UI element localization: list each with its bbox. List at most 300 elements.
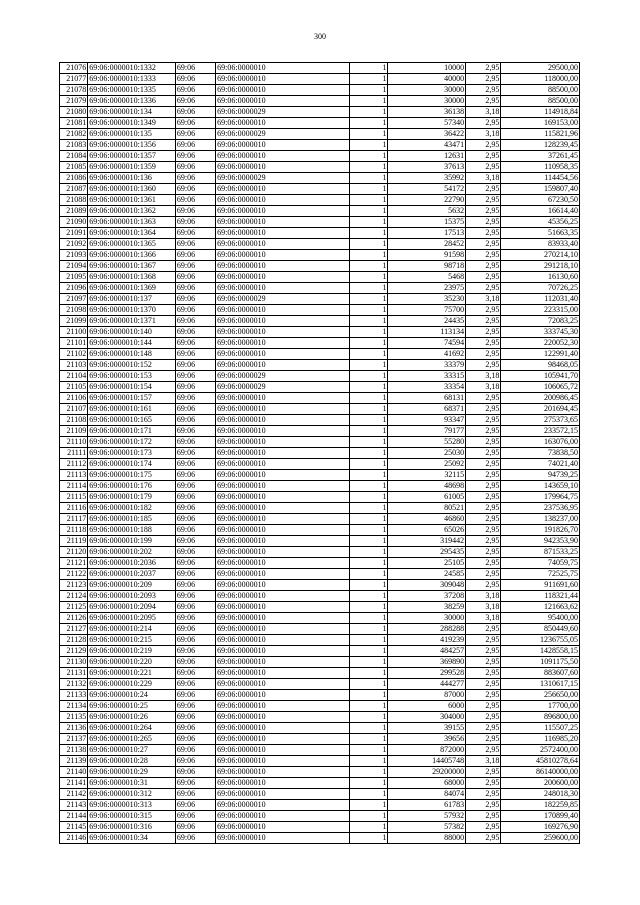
cadastral-block-cell: 69:06:0000010 [216, 217, 350, 228]
value-cell: 1428558,15 [501, 646, 580, 657]
district-code-cell: 69:06 [175, 767, 215, 778]
area-cell: 39656 [388, 734, 466, 745]
cadastral-number-cell: 69:06:0000010:1368 [88, 272, 176, 283]
area-cell: 24435 [388, 316, 466, 327]
cadastral-block-cell: 69:06:0000010 [216, 580, 350, 591]
row-number-cell: 21142 [60, 789, 88, 800]
cadastral-block-cell: 69:06:0000010 [216, 701, 350, 712]
district-code-cell: 69:06 [175, 690, 215, 701]
table-row [60, 778, 580, 789]
cadastral-block-cell: 69:06:0000010 [216, 404, 350, 415]
value-cell: 1091175,50 [501, 657, 580, 668]
cadastral-block-cell: 69:06:0000010 [216, 679, 350, 690]
row-number-cell: 21101 [60, 338, 88, 349]
table-row [60, 228, 580, 239]
cadastral-number-cell: 69:06:0000010:1365 [88, 239, 176, 250]
table-row [60, 283, 580, 294]
area-cell: 30000 [388, 96, 466, 107]
area-cell: 33315 [388, 371, 466, 382]
value-cell: 883607,60 [501, 668, 580, 679]
cadastral-number-cell: 69:06:0000010:315 [88, 811, 176, 822]
area-cell: 33354 [388, 382, 466, 393]
row-number-cell: 21130 [60, 657, 88, 668]
rate-cell: 2,95 [466, 217, 501, 228]
value-cell: 169153,00 [501, 118, 580, 129]
count-cell: 1 [350, 536, 388, 547]
table-row [60, 393, 580, 404]
count-cell: 1 [350, 756, 388, 767]
row-number-cell: 21127 [60, 624, 88, 635]
table-row [60, 404, 580, 415]
count-cell: 1 [350, 668, 388, 679]
count-cell: 1 [350, 140, 388, 151]
district-code-cell: 69:06 [175, 547, 215, 558]
cadastral-number-cell: 69:06:0000010:140 [88, 327, 176, 338]
count-cell: 1 [350, 261, 388, 272]
table-row [60, 118, 580, 129]
table-row [60, 206, 580, 217]
area-cell: 33379 [388, 360, 466, 371]
table-row [60, 525, 580, 536]
district-code-cell: 69:06 [175, 646, 215, 657]
area-cell: 30000 [388, 613, 466, 624]
value-cell: 248018,30 [501, 789, 580, 800]
registry-table-body [60, 63, 580, 844]
count-cell: 1 [350, 283, 388, 294]
count-cell: 1 [350, 151, 388, 162]
district-code-cell: 69:06 [175, 569, 215, 580]
cadastral-block-cell: 69:06:0000010 [216, 349, 350, 360]
row-number-cell: 21137 [60, 734, 88, 745]
row-number-cell: 21112 [60, 459, 88, 470]
cadastral-block-cell: 69:06:0000010 [216, 690, 350, 701]
area-cell: 54172 [388, 184, 466, 195]
row-number-cell: 21100 [60, 327, 88, 338]
rate-cell: 2,95 [466, 514, 501, 525]
row-number-cell: 21135 [60, 712, 88, 723]
count-cell: 1 [350, 690, 388, 701]
row-number-cell: 21091 [60, 228, 88, 239]
table-row [60, 140, 580, 151]
rate-cell: 3,18 [466, 613, 501, 624]
cadastral-block-cell: 69:06:0000029 [216, 371, 350, 382]
rate-cell: 2,95 [466, 448, 501, 459]
rate-cell: 2,95 [466, 569, 501, 580]
cadastral-number-cell: 69:06:0000010:1357 [88, 151, 176, 162]
area-cell: 75700 [388, 305, 466, 316]
count-cell: 1 [350, 382, 388, 393]
cadastral-block-cell: 69:06:0000010 [216, 591, 350, 602]
district-code-cell: 69:06 [175, 206, 215, 217]
count-cell: 1 [350, 404, 388, 415]
count-cell: 1 [350, 558, 388, 569]
rate-cell: 2,95 [466, 558, 501, 569]
row-number-cell: 21139 [60, 756, 88, 767]
area-cell: 43471 [388, 140, 466, 151]
cadastral-block-cell: 69:06:0000029 [216, 294, 350, 305]
district-code-cell: 69:06 [175, 558, 215, 569]
value-cell: 83933,40 [501, 239, 580, 250]
cadastral-block-cell: 69:06:0000010 [216, 624, 350, 635]
district-code-cell: 69:06 [175, 338, 215, 349]
cadastral-number-cell: 69:06:0000010:29 [88, 767, 176, 778]
count-cell: 1 [350, 833, 388, 844]
row-number-cell: 21106 [60, 393, 88, 404]
row-number-cell: 21097 [60, 294, 88, 305]
cadastral-number-cell: 69:06:0000010:209 [88, 580, 176, 591]
cadastral-number-cell: 69:06:0000010:1371 [88, 316, 176, 327]
value-cell: 2572400,00 [501, 745, 580, 756]
cadastral-block-cell: 69:06:0000010 [216, 789, 350, 800]
row-number-cell: 21121 [60, 558, 88, 569]
table-row [60, 107, 580, 118]
value-cell: 200986,45 [501, 393, 580, 404]
cadastral-number-cell: 69:06:0000010:1333 [88, 74, 176, 85]
table-row [60, 481, 580, 492]
district-code-cell: 69:06 [175, 503, 215, 514]
count-cell: 1 [350, 228, 388, 239]
rate-cell: 2,95 [466, 349, 501, 360]
rate-cell: 2,95 [466, 140, 501, 151]
row-number-cell: 21140 [60, 767, 88, 778]
count-cell: 1 [350, 602, 388, 613]
cadastral-number-cell: 69:06:0000010:173 [88, 448, 176, 459]
cadastral-number-cell: 69:06:0000010:215 [88, 635, 176, 646]
rate-cell: 2,95 [466, 723, 501, 734]
count-cell: 1 [350, 162, 388, 173]
district-code-cell: 69:06 [175, 327, 215, 338]
value-cell: 112031,40 [501, 294, 580, 305]
cadastral-number-cell: 69:06:0000010:175 [88, 470, 176, 481]
district-code-cell: 69:06 [175, 118, 215, 129]
area-cell: 46860 [388, 514, 466, 525]
rate-cell: 2,95 [466, 701, 501, 712]
cadastral-number-cell: 69:06:0000010:2095 [88, 613, 176, 624]
cadastral-number-cell: 69:06:0000010:176 [88, 481, 176, 492]
table-row [60, 657, 580, 668]
table-row [60, 712, 580, 723]
area-cell: 68000 [388, 778, 466, 789]
table-row [60, 437, 580, 448]
value-cell: 45810278,64 [501, 756, 580, 767]
table-row [60, 613, 580, 624]
rate-cell: 2,95 [466, 822, 501, 833]
table-row [60, 382, 580, 393]
area-cell: 369890 [388, 657, 466, 668]
value-cell: 1310617,15 [501, 679, 580, 690]
cadastral-number-cell: 69:06:0000010:137 [88, 294, 176, 305]
rate-cell: 2,95 [466, 668, 501, 679]
table-row [60, 591, 580, 602]
cadastral-number-cell: 69:06:0000010:152 [88, 360, 176, 371]
count-cell: 1 [350, 767, 388, 778]
count-cell: 1 [350, 360, 388, 371]
cadastral-number-cell: 69:06:0000010:31 [88, 778, 176, 789]
rate-cell: 2,95 [466, 833, 501, 844]
cadastral-number-cell: 69:06:0000010:1349 [88, 118, 176, 129]
cadastral-block-cell: 69:06:0000010 [216, 503, 350, 514]
row-number-cell: 21105 [60, 382, 88, 393]
district-code-cell: 69:06 [175, 448, 215, 459]
value-cell: 223315,00 [501, 305, 580, 316]
count-cell: 1 [350, 74, 388, 85]
row-number-cell: 21080 [60, 107, 88, 118]
row-number-cell: 21113 [60, 470, 88, 481]
area-cell: 40000 [388, 74, 466, 85]
row-number-cell: 21093 [60, 250, 88, 261]
area-cell: 68371 [388, 404, 466, 415]
cadastral-block-cell: 69:06:0000010 [216, 547, 350, 558]
district-code-cell: 69:06 [175, 668, 215, 679]
row-number-cell: 21076 [60, 63, 88, 74]
cadastral-number-cell: 69:06:0000010:153 [88, 371, 176, 382]
cadastral-block-cell: 69:06:0000010 [216, 360, 350, 371]
district-code-cell: 69:06 [175, 63, 215, 74]
district-code-cell: 69:06 [175, 151, 215, 162]
cadastral-number-cell: 69:06:0000010:134 [88, 107, 176, 118]
table-row [60, 85, 580, 96]
rate-cell: 2,95 [466, 580, 501, 591]
count-cell: 1 [350, 327, 388, 338]
cadastral-block-cell: 69:06:0000010 [216, 426, 350, 437]
cadastral-number-cell: 69:06:0000010:220 [88, 657, 176, 668]
count-cell: 1 [350, 129, 388, 140]
cadastral-block-cell: 69:06:0000010 [216, 195, 350, 206]
cadastral-block-cell: 69:06:0000010 [216, 239, 350, 250]
district-code-cell: 69:06 [175, 580, 215, 591]
area-cell: 444277 [388, 679, 466, 690]
row-number-cell: 21123 [60, 580, 88, 591]
rate-cell: 2,95 [466, 206, 501, 217]
table-row [60, 459, 580, 470]
cadastral-block-cell: 69:06:0000010 [216, 459, 350, 470]
value-cell: 237536,95 [501, 503, 580, 514]
row-number-cell: 21084 [60, 151, 88, 162]
rate-cell: 2,95 [466, 85, 501, 96]
count-cell: 1 [350, 822, 388, 833]
rate-cell: 2,95 [466, 162, 501, 173]
table-row [60, 316, 580, 327]
cadastral-number-cell: 69:06:0000010:25 [88, 701, 176, 712]
district-code-cell: 69:06 [175, 107, 215, 118]
district-code-cell: 69:06 [175, 657, 215, 668]
district-code-cell: 69:06 [175, 239, 215, 250]
count-cell: 1 [350, 393, 388, 404]
row-number-cell: 21104 [60, 371, 88, 382]
count-cell: 1 [350, 371, 388, 382]
row-number-cell: 21107 [60, 404, 88, 415]
district-code-cell: 69:06 [175, 624, 215, 635]
table-row [60, 833, 580, 844]
cadastral-block-cell: 69:06:0000010 [216, 206, 350, 217]
rate-cell: 2,95 [466, 118, 501, 129]
table-row [60, 184, 580, 195]
row-number-cell: 21133 [60, 690, 88, 701]
district-code-cell: 69:06 [175, 217, 215, 228]
cadastral-number-cell: 69:06:0000010:221 [88, 668, 176, 679]
area-cell: 68131 [388, 393, 466, 404]
area-cell: 25105 [388, 558, 466, 569]
value-cell: 233572,15 [501, 426, 580, 437]
count-cell: 1 [350, 811, 388, 822]
value-cell: 51663,35 [501, 228, 580, 239]
value-cell: 115507,25 [501, 723, 580, 734]
district-code-cell: 69:06 [175, 272, 215, 283]
row-number-cell: 21110 [60, 437, 88, 448]
area-cell: 22790 [388, 195, 466, 206]
rate-cell: 2,95 [466, 547, 501, 558]
area-cell: 41692 [388, 349, 466, 360]
row-number-cell: 21089 [60, 206, 88, 217]
district-code-cell: 69:06 [175, 415, 215, 426]
cadastral-block-cell: 69:06:0000010 [216, 767, 350, 778]
area-cell: 299528 [388, 668, 466, 679]
rate-cell: 2,95 [466, 624, 501, 635]
value-cell: 114454,56 [501, 173, 580, 184]
count-cell: 1 [350, 492, 388, 503]
cadastral-number-cell: 69:06:0000010:24 [88, 690, 176, 701]
value-cell: 29500,00 [501, 63, 580, 74]
cadastral-block-cell: 69:06:0000010 [216, 162, 350, 173]
area-cell: 319442 [388, 536, 466, 547]
cadastral-number-cell: 69:06:0000010:2094 [88, 602, 176, 613]
count-cell: 1 [350, 679, 388, 690]
area-cell: 91598 [388, 250, 466, 261]
district-code-cell: 69:06 [175, 129, 215, 140]
district-code-cell: 69:06 [175, 173, 215, 184]
table-row [60, 294, 580, 305]
value-cell: 911691,60 [501, 580, 580, 591]
value-cell: 220052,30 [501, 338, 580, 349]
count-cell: 1 [350, 624, 388, 635]
row-number-cell: 21136 [60, 723, 88, 734]
cadastral-number-cell: 69:06:0000010:26 [88, 712, 176, 723]
table-row [60, 250, 580, 261]
district-code-cell: 69:06 [175, 404, 215, 415]
value-cell: 200600,00 [501, 778, 580, 789]
area-cell: 61005 [388, 492, 466, 503]
count-cell: 1 [350, 635, 388, 646]
cadastral-block-cell: 69:06:0000010 [216, 822, 350, 833]
cadastral-number-cell: 69:06:0000010:1356 [88, 140, 176, 151]
district-code-cell: 69:06 [175, 305, 215, 316]
area-cell: 6000 [388, 701, 466, 712]
area-cell: 88000 [388, 833, 466, 844]
row-number-cell: 21103 [60, 360, 88, 371]
district-code-cell: 69:06 [175, 283, 215, 294]
cadastral-number-cell: 69:06:0000010:1335 [88, 85, 176, 96]
count-cell: 1 [350, 723, 388, 734]
rate-cell: 2,95 [466, 327, 501, 338]
area-cell: 12631 [388, 151, 466, 162]
value-cell: 70726,25 [501, 283, 580, 294]
value-cell: 37261,45 [501, 151, 580, 162]
area-cell: 57382 [388, 822, 466, 833]
value-cell: 121663,62 [501, 602, 580, 613]
area-cell: 48698 [388, 481, 466, 492]
value-cell: 259600,00 [501, 833, 580, 844]
value-cell: 116985,20 [501, 734, 580, 745]
value-cell: 333745,30 [501, 327, 580, 338]
area-cell: 38259 [388, 602, 466, 613]
district-code-cell: 69:06 [175, 822, 215, 833]
rate-cell: 2,95 [466, 426, 501, 437]
cadastral-number-cell: 69:06:0000010:1359 [88, 162, 176, 173]
area-cell: 35992 [388, 173, 466, 184]
cadastral-block-cell: 69:06:0000010 [216, 811, 350, 822]
cadastral-number-cell: 69:06:0000010:229 [88, 679, 176, 690]
value-cell: 88500,00 [501, 85, 580, 96]
rate-cell: 3,18 [466, 107, 501, 118]
row-number-cell: 21134 [60, 701, 88, 712]
value-cell: 179964,75 [501, 492, 580, 503]
value-cell: 16614,40 [501, 206, 580, 217]
table-row [60, 646, 580, 657]
row-number-cell: 21126 [60, 613, 88, 624]
rate-cell: 2,95 [466, 679, 501, 690]
row-number-cell: 21144 [60, 811, 88, 822]
rate-cell: 2,95 [466, 261, 501, 272]
count-cell: 1 [350, 272, 388, 283]
table-row [60, 426, 580, 437]
value-cell: 74059,75 [501, 558, 580, 569]
count-cell: 1 [350, 712, 388, 723]
cadastral-block-cell: 69:06:0000010 [216, 723, 350, 734]
district-code-cell: 69:06 [175, 679, 215, 690]
value-cell: 45356,25 [501, 217, 580, 228]
value-cell: 128239,45 [501, 140, 580, 151]
cadastral-block-cell: 69:06:0000029 [216, 107, 350, 118]
row-number-cell: 21099 [60, 316, 88, 327]
table-row [60, 569, 580, 580]
value-cell: 73838,50 [501, 448, 580, 459]
rate-cell: 2,95 [466, 437, 501, 448]
count-cell: 1 [350, 569, 388, 580]
area-cell: 98718 [388, 261, 466, 272]
row-number-cell: 21108 [60, 415, 88, 426]
value-cell: 72083,25 [501, 316, 580, 327]
cadastral-number-cell: 69:06:0000010:165 [88, 415, 176, 426]
district-code-cell: 69:06 [175, 371, 215, 382]
area-cell: 295435 [388, 547, 466, 558]
table-row [60, 74, 580, 85]
cadastral-number-cell: 69:06:0000010:1332 [88, 63, 176, 74]
count-cell: 1 [350, 118, 388, 129]
row-number-cell: 21090 [60, 217, 88, 228]
table-row [60, 679, 580, 690]
value-cell: 163076,00 [501, 437, 580, 448]
area-cell: 28452 [388, 239, 466, 250]
rate-cell: 2,95 [466, 503, 501, 514]
value-cell: 88500,00 [501, 96, 580, 107]
cadastral-number-cell: 69:06:0000010:313 [88, 800, 176, 811]
rate-cell: 2,95 [466, 657, 501, 668]
count-cell: 1 [350, 580, 388, 591]
row-number-cell: 21117 [60, 514, 88, 525]
district-code-cell: 69:06 [175, 228, 215, 239]
row-number-cell: 21128 [60, 635, 88, 646]
value-cell: 1236755,05 [501, 635, 580, 646]
cadastral-number-cell: 69:06:0000010:27 [88, 745, 176, 756]
district-code-cell: 69:06 [175, 712, 215, 723]
district-code-cell: 69:06 [175, 96, 215, 107]
value-cell: 170899,40 [501, 811, 580, 822]
table-row [60, 602, 580, 613]
cadastral-block-cell: 69:06:0000010 [216, 305, 350, 316]
table-row [60, 811, 580, 822]
value-cell: 114918,84 [501, 107, 580, 118]
rate-cell: 3,18 [466, 371, 501, 382]
